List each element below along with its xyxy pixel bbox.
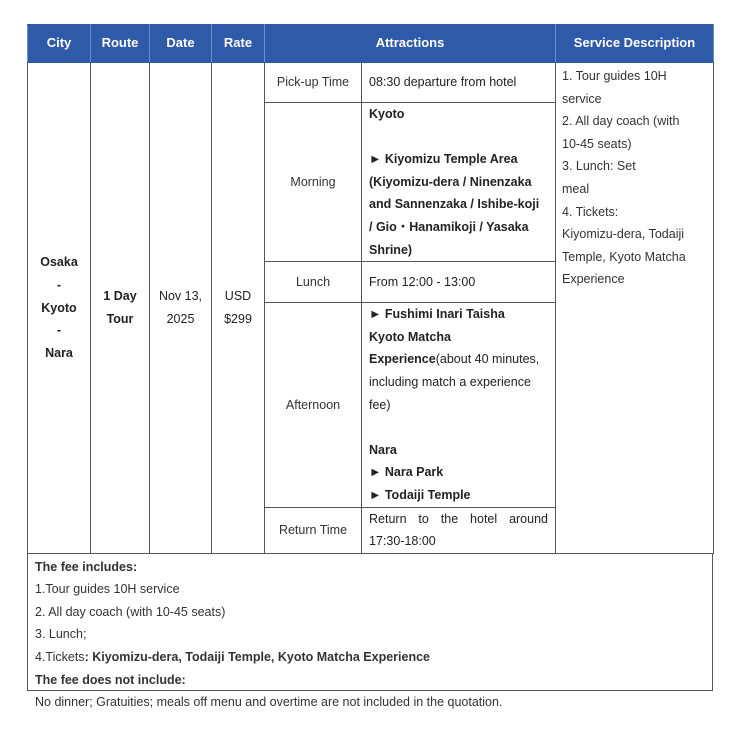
service-line: Experience	[562, 272, 625, 287]
service-line: Temple, Kyoto Matcha	[562, 249, 686, 264]
fee-item: 3. Lunch;	[35, 627, 87, 642]
tour-itinerary	[27, 24, 713, 710]
morning-place: Kyoto	[369, 107, 405, 121]
header-rate: Rate	[212, 25, 265, 63]
pickup-text: 08:30 departure from hotel	[362, 63, 556, 103]
rate-cell: USD $299	[212, 63, 265, 554]
route-cell: 1 Day Tour	[91, 63, 150, 554]
fee-section	[27, 554, 713, 710]
fee-includes-title: The fee includes:	[35, 559, 138, 574]
service-line: meal	[562, 181, 590, 196]
pickup-row	[28, 63, 714, 103]
fee-item: 4.Tickets: Kiyomizu-dera, Todaiji Temple, Kyoto Matcha Experience	[35, 650, 431, 665]
return-text: Return to the hotel around 17:30-18:00	[362, 507, 556, 553]
fee-item: 1.Tour guides 10H service	[35, 582, 180, 597]
header-row	[28, 25, 714, 63]
header-service-description: Service Description	[556, 25, 714, 63]
afternoon-attractions: ► Fushimi Inari Taisha Kyoto Matcha Experience(about 40 minutes, including match a experience fee) Nara ► Nara Park ► Todaiji Temple	[362, 303, 556, 507]
service-line: 10-45 seats)	[562, 136, 632, 151]
header-attractions: Attractions	[265, 25, 556, 63]
lunch-text: From 12:00 - 13:00	[362, 262, 556, 303]
header-date: Date	[150, 25, 212, 63]
return-label: Return Time	[265, 507, 362, 553]
pickup-label: Pick-up Time	[265, 63, 362, 103]
morning-label: Morning	[265, 103, 362, 262]
fee-excludes-text: No dinner; Gratuities; meals off menu and overtime are not included in the quotation.	[35, 695, 503, 710]
itinerary-table	[27, 24, 714, 554]
service-line: service	[562, 91, 602, 106]
afternoon-label: Afternoon	[265, 303, 362, 507]
afternoon-place: Nara	[369, 442, 397, 457]
service-line: 1. Tour guides 10H	[562, 69, 667, 83]
fee-item: 2. All day coach (with 10-45 seats)	[35, 604, 226, 619]
header-route: Route	[91, 25, 150, 63]
header-city: City	[28, 25, 91, 63]
morning-attractions: Kyoto ► Kiyomizu Temple Area (Kiyomizu-dera / Ninenzaka and Sannenzaka / Ishibe-koji / Gio・Hanamikoji / Yasaka Shrine)	[362, 103, 556, 262]
fee-excludes-title: The fee does not include:	[35, 672, 186, 687]
service-description-cell	[556, 63, 714, 554]
service-line: 4. Tickets:	[562, 204, 619, 219]
city-cell: Osaka - Kyoto - Nara	[28, 63, 91, 554]
service-line: 2. All day coach (with	[562, 114, 680, 129]
lunch-label: Lunch	[265, 262, 362, 303]
date-cell: Nov 13, 2025	[150, 63, 212, 554]
service-line: 3. Lunch: Set	[562, 159, 636, 174]
service-line: Kiyomizu-dera, Todaiji	[562, 227, 685, 242]
